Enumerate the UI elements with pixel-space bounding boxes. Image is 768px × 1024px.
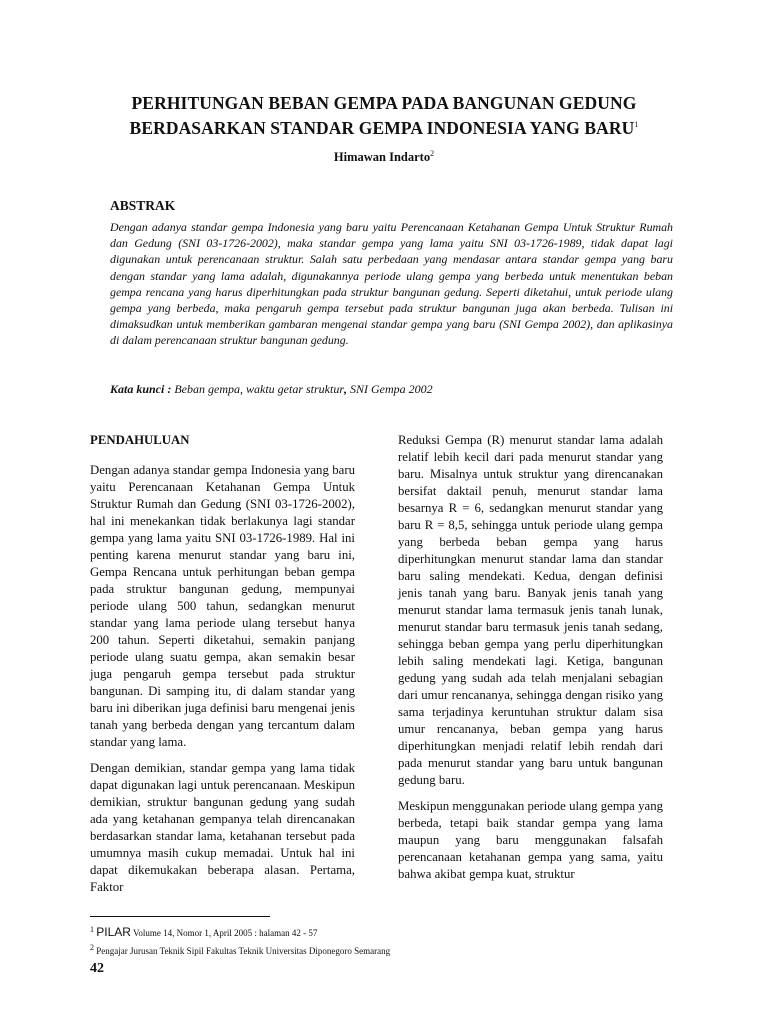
abstract-text: Dengan adanya standar gempa Indonesia yang baru yaitu Perencanaan Ketahanan Gempa Untuk Struktur Rumah dan Gedung (SNI 03-1726-2002), maka standar gempa yang lama yaitu SNI 03-1726-1989, tidak dapat lagi digunakan untuk perencanaan struktur. Salah satu perbedaan yang mendasar antara standar gempa yang baru dengan standar yang lama adalah, digunakannya periode ulang gempa yang berbeda untuk menentukan beban gempa rencana yang harus diperhitungkan pada struktur bangunan gedung. Seperti diketahui, untuk periode ulang gempa yang berbeda, maka pengaruh gempa tersebut pada struktur bangunan juga akan berbeda. Tulisan ini dimaksudkan untuk memberikan gambaran mengenai standar gempa yang baru (SNI Gempa 2002), dan aplikasinya di dalam perencanaan struktur bangunan gedung. <box>110 220 673 348</box>
footnote-1-mark: 1 <box>90 925 94 934</box>
page-number: 42 <box>90 961 104 976</box>
author <box>60 149 708 165</box>
paper-title <box>60 92 708 139</box>
footnote-divider <box>90 916 270 917</box>
paragraph: Reduksi Gempa (R) menurut standar lama adalah relatif lebih kecil dari pada menurut standar yang baru. Misalnya untuk struktur yang direncanakan bersifat daktail penuh, menurut standar lama besarnya R = 6, sedangkan menurut standar yang baru R = 8,5, sehingga untuk periode ulang gempa yang berbeda beban gempa yang harus diperhitungkan menurut standar lama dan standar baru saling mendekati. Kedua, dengan definisi jenis tanah yang baru. Banyak jenis tanah yang menurut standar lama termasuk jenis tanah lunak, menurut standar baru termasuk jenis tanah sedang, sehingga beban gempa yang perlu diperhitungkan lebih saling mendekati lagi. Ketiga, bangunan gedung yang sudah ada telah menjalani sebagian dari umur rencananya, sehingga dengan risiko yang sama terjadinya keruntuhan struktur dalam sisa umur rencananya, beban gempa yang harus diperhitungkan menjadi relatif lebih rendah dari pada menurut standar yang baru untuk bangunan gedung baru. <box>398 433 663 787</box>
paragraph: Dengan adanya standar gempa Indonesia yang baru yaitu Perencanaan Ketahanan Gempa Untuk Struktur Rumah dan Gedung (SNI 03-1726-2002), hal ini menekankan tidak berlakunya lagi standar gempa yang lama yaitu SNI 03-1726-1989. Hal ini penting karena menurut standar yang baru ini, Gempa Rencana untuk perhitungan beban gempa pada struktur bangunan gedung, mempunyai periode ulang 500 tahun, sedangkan menurut standar yang lama periode ulang tersebut hanya 200 tahun. Seperti diketahui, semakin panjang periode ulang suatu gempa, akan semakin besar juga pengaruh gempa tersebut pada struktur bangunan. Di samping itu, di dalam standar yang baru ini diberikan juga definisi baru mengenai jenis tanah yang berbeda dengan yang tercantum dalam standar yang lama. <box>90 463 355 749</box>
footnote-1 <box>90 925 317 939</box>
footnote-2 <box>90 943 390 956</box>
keywords-separator: , <box>344 382 347 396</box>
keywords-value-2: SNI Gempa 2002 <box>350 382 433 396</box>
author-name: Himawan Indarto <box>333 150 431 165</box>
author-footnote-mark: 2 <box>430 149 435 158</box>
title-line-2: BERDASARKAN STANDAR GEMPA INDONESIA YANG BARU <box>129 117 635 138</box>
section-heading: PENDAHULUAN <box>90 433 190 447</box>
paragraph: Meskipun menggunakan periode ulang gempa yang berbeda, tetapi baik standar gempa yang lama maupun yang baru menggunakan falsafah perencanaan ketahanan gempa yang sama, yaitu bahwa akibat gempa kuat, struktur <box>398 799 663 881</box>
keywords-label: Kata kunci : <box>110 382 172 396</box>
footnote-2-mark: 2 <box>90 943 94 952</box>
keywords <box>110 382 673 397</box>
footnote-2-text: Pengajar Jurusan Teknik Sipil Fakultas Teknik Universitas Diponegoro Semarang <box>94 946 391 956</box>
paragraph: Dengan demikian, standar gempa yang lama tidak dapat digunakan lagi untuk perencanaan. Meskipun demikian, struktur bangunan gedung yang sudah ada yang ketahanan gempanya telah direncanakan berdasarkan standar lama, ketahanan tersebut pada umumnya masih cukup memadai. Untuk hal ini dapat dikemukakan beberapa alasan. Pertama, Faktor <box>90 761 355 894</box>
right-column <box>398 432 663 892</box>
left-column <box>90 432 355 905</box>
journal-name: PILAR <box>96 925 131 939</box>
abstract-heading: ABSTRAK <box>110 198 176 213</box>
footnote-1-text: Volume 14, Nomor 1, April 2005 : halaman 42 - 57 <box>130 928 318 938</box>
keywords-value: Beban gempa, waktu getar struktur <box>174 382 344 396</box>
title-line-1: PERHITUNGAN BEBAN GEMPA PADA BANGUNAN GEDUNG <box>131 93 637 113</box>
title-footnote-mark: 1 <box>634 120 639 129</box>
